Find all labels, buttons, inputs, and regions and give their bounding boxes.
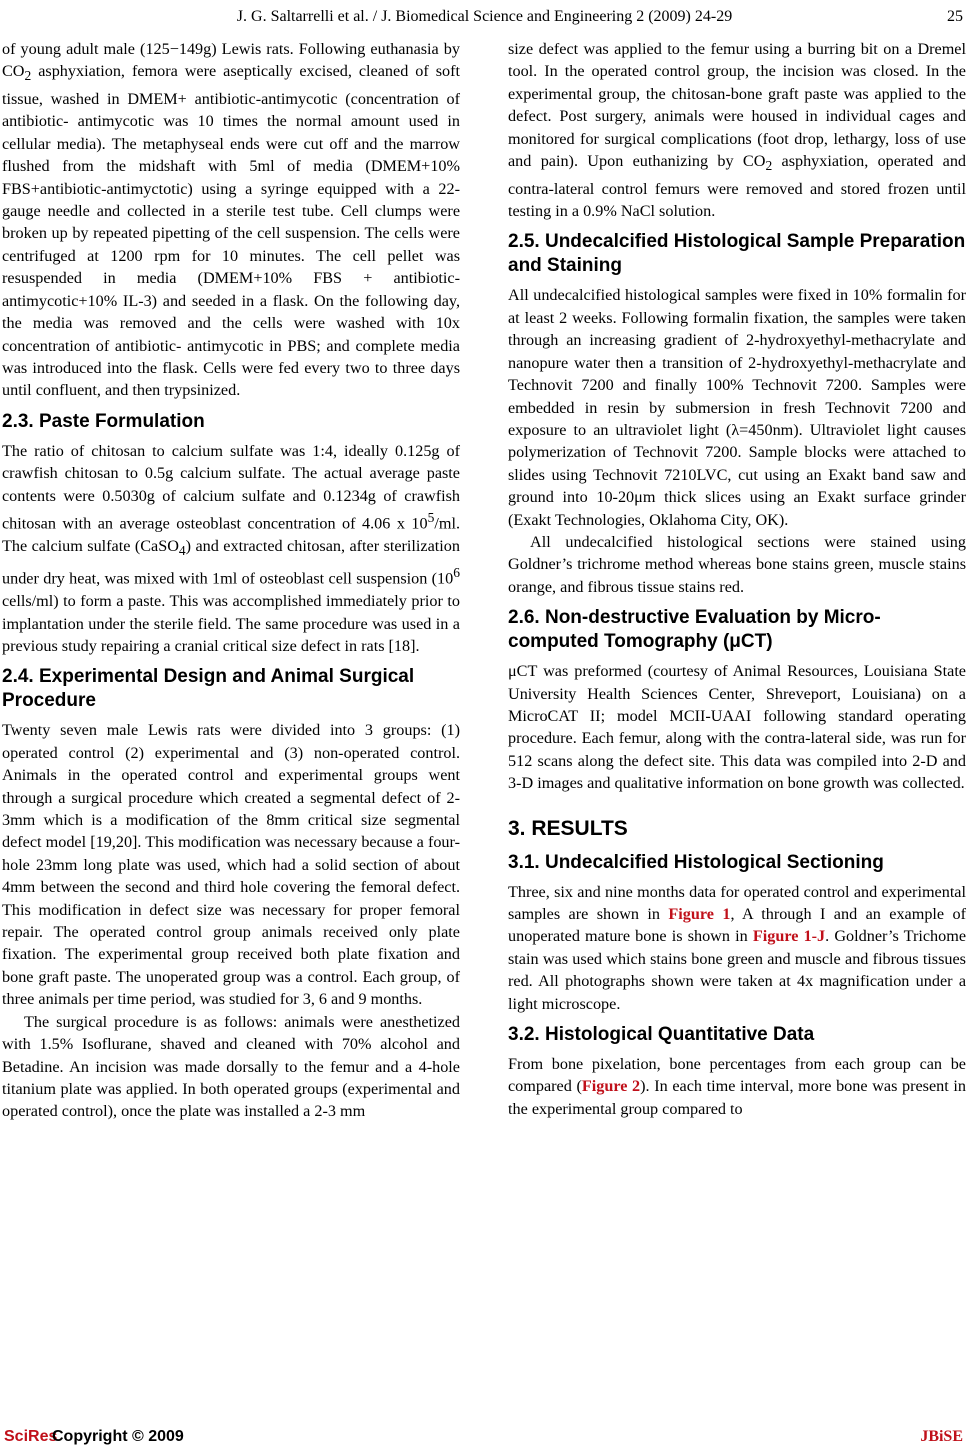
page-footer [0, 1428, 969, 1448]
figure-link[interactable]: Figure 2 [581, 1077, 641, 1096]
section-heading-2-3: 2.3. Paste Formulation [2, 410, 205, 432]
paragraph: size defect was applied to the femur using a burring bit on a Dremel tool. In the operated control group, the incision was closed. In the experimental group, the chitosan-bone graft paste was applied to the defect. Post surgery, animals were housed in individual cages and monitored for surgical complications (foot drop, lethargy, loss of use and pain). Upon euthanizing by $CO_2$ asphyxiation, operated and contra-lateral control femurs were removed and stored frozen until testing in a 0.9% NaCl solution. [508, 40, 967, 221]
journal-abbrev: JBiSE [920, 1428, 963, 1445]
running-title: J. G. Saltarrelli et al. / J. Biomedical Science and Engineering 2 (2009) 24-29 [236, 8, 733, 25]
paragraph: of young adult male (125−149g) Lewis rats. Following euthanasia by $CO_2$ asphyxiation, femora were aseptically excised, cleaned of soft tissue, washed in DMEM+ antibiotic-antimycotic (concentration of antibiotic- antimycotic was 10 times the normal amount used in cellular media). The metaphyseal ends were cut off and the marrow flushed from the midshaft with 5ml of media (DMEM+10% FBS+antibiotic-antimyctotic) using a syringe equipped with a 22-gauge needle and collected in a sterile test tube. Cell clumps were broken up by repeated pipetting of the cell suspension. The cells were centrifuged at 1200 rpm for 10 minutes. The cell pellet was resuspended in media (DMEM+10% FBS + antibiotic-antimycotic+10% IL-3) and seeded in a flask. On the following day, the media was removed and the cells were washed with 10x concentration of antibiotic- antimycotic in PBS; and complete media was introduced into the flask. Cells were fed every two to three days until confluent, and then trypsinized. [2, 40, 460, 400]
paragraph: From bone pixelation, bone percentages from each group can be compared (Figure 2). In each time interval, more bone was present in the experimental group compared to [508, 1055, 966, 1118]
figure-link[interactable]: Figure 1 [668, 905, 731, 924]
paragraph: The ratio of chitosan to calcium sulfate was 1:4, ideally 0.125g of crawfish chitosan to 0.5g calcium sulfate. The actual average paste contents were 0.5030g of calcium sulfate and 0.1234g of crawfish chitosan with an average osteoblast concentration of 4.06 x $10^5/ml$. The calcium sulfate (CaSO$_4$) and extracted chitosan, after sterilization under dry heat, was mixed with 1ml of osteoblast cell suspension ($10^6$ cells/ml) to form a paste. This was accomplished immediately prior to implantation under the sterile field. The same procedure was used in a previous study repairing a cranial critical size defect in rats [18]. [2, 441, 460, 655]
paragraph: Three, six and nine months data for operated control and experimental samples are shown in Figure 1, A through I and an example of unoperated mature bone is shown in Figure 1-J. Goldner’s Trichome stain was used which stains bone green and muscle and fibrous tissues red. All photographs shown were taken at 4x magnification under a light microscope. [508, 882, 966, 1013]
section-heading-results: 3. RESULTS [508, 816, 628, 840]
publisher-name: SciRes [4, 1428, 58, 1445]
paragraph: All undecalcified histological sections were stained using Goldner’s trichrome method whereas bone stains green, muscle stains orange, and fibrous tissue stains red. [508, 532, 966, 596]
figure-link[interactable]: Figure 1-J [752, 927, 826, 946]
right-column [508, 38, 966, 1120]
left-column [2, 38, 460, 1123]
section-heading-2-5: 2.5. Undecalcified Histological Sample Preparation and Staining [508, 231, 966, 277]
section-heading-3-2: 3.2. Histological Quantitative Data [508, 1024, 815, 1046]
section-heading-2-6: 2.6. Non-destructive Evaluation by Micro-computed Tomography (μCT) [508, 607, 881, 653]
paragraph: μCT was preformed (courtesy of Animal Resources, Louisiana State University Health Sciences Center, Shreveport, Louisiana) on a MicroCAT II; model MCII-UAAI following standard operating procedure. Each femur, along with the contra-lateral side, was run for 512 scans along the defect site. This data was compiled into 2-D and 3-D images and qualitative information on bone growth was collected. [508, 662, 966, 793]
paragraph: The surgical procedure is as follows: animals were anesthetized with 1.5% Isoflurane, shaved and cleaned with 70% alcohol and Betadine. An incision was made dorsally to the femur and a 4-hole titanium plate was applied. In both operated groups (experimental and operated control), once the plate was installed a 2-3 mm [2, 1012, 460, 1121]
paragraph: All undecalcified histological samples were fixed in 10% formalin for at least 2 weeks. Following formalin fixation, the samples were taken through an increasing gradient of 2-hydroxyethyl-methacrylate and nanopure water then a transition of 2-hydroxyethyl-methacrylate and Technovit 7200 and finally 100% Technovit 7200. Samples were embedded in resin by submersion in fresh Technovit 7200 and exposure to an ultraviolet light (λ=450nm). Ultraviolet light causes polymerization of Technovit 7200. Sample blocks were attached to slides using Technovit 7210LVC, cut using an Exakt band saw and ground into 10-20μm thick slices using an Exakt surface grinder (Exakt Technologies, Oklahoma City, OK). [508, 286, 966, 529]
section-heading-3-1: 3.1. Undecalcified Histological Sectioning [508, 851, 884, 873]
running-header [0, 8, 969, 30]
page-number: 25 [947, 8, 963, 25]
copyright-text: Copyright © 2009 [52, 1428, 184, 1445]
paragraph: Twenty seven male Lewis rats were divided into 3 groups: (1) operated control (2) experimental and (3) non-operated control. Animals in the operated control and experimental groups went through a surgical procedure which created a segmental defect of 2-3mm which is a modification of the 8mm critical size segmental defect model [19,20]. This modification was necessary because a four-hole 23mm long plate was used, which had a solid section of about 4mm between the second and third hole covering the femoral defect. This modification in defect size was necessary for proper femoral repair. The operated control group animals received only plate fixation. The experimental group received both plate fixation and bone graft paste. The unoperated group was a control. Each group, of three animals per time period, was studied for 3, 6 and 9 months. [2, 721, 460, 1009]
section-heading-2-4: 2.4. Experimental Design and Animal Surgical Procedure [2, 666, 415, 712]
